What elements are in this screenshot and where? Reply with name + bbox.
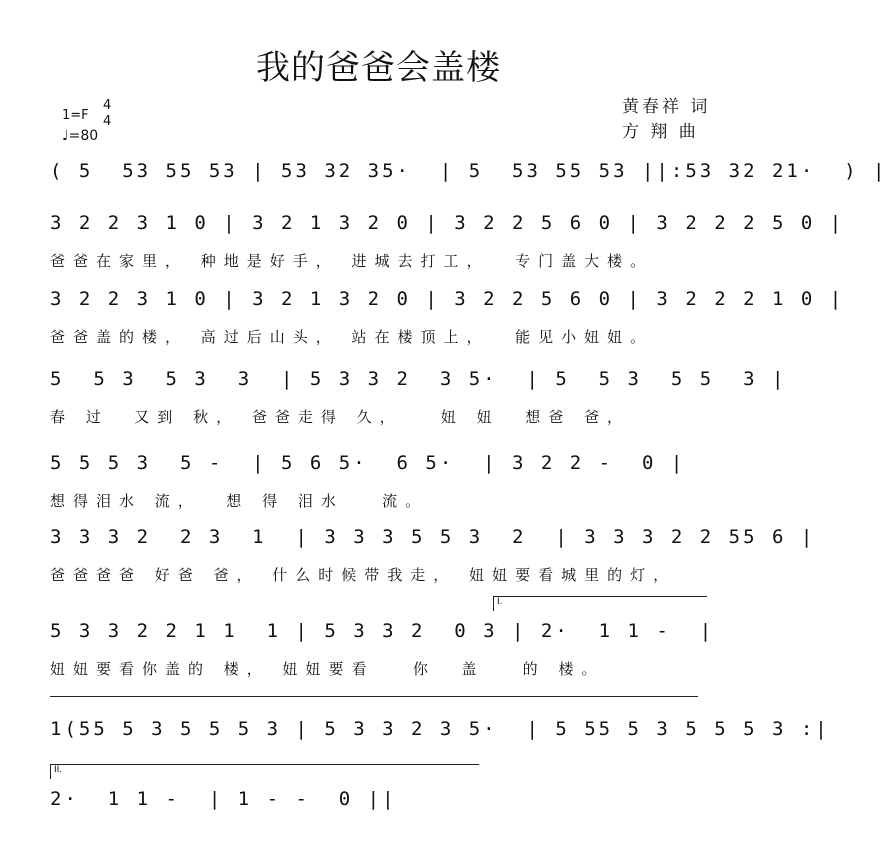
volta-line (50, 696, 698, 697)
lyric-line: 爸爸盖的楼， 高过后山头， 站在楼顶上， 能见小妞妞。 (50, 328, 654, 346)
notation-line: 3 2 2 3 1 0 | 3 2 1 3 2 0 | 3 2 2 5 6 0 | 3 2 2 2 1 0 | (50, 288, 845, 310)
lyric-line: 春 过 又到 秋， 爸爸走得 久， 妞 妞 想爸 爸， (50, 408, 630, 426)
volta-bracket-2: II. (50, 764, 479, 779)
notation-line: 1(55 5 3 5 5 5 3 | 5 3 3 2 3 5· | 5 55 5 3 5 5 5 3 :| (50, 718, 830, 740)
volta-bracket-1: I. (493, 596, 707, 611)
lyric-line: 爸爸在家里， 种地是好手， 进城去打工， 专门盖大楼。 (50, 252, 654, 270)
song-title: 我的爸爸会盖楼 (256, 48, 501, 88)
notation-line: 5 5 3 5 3 3 | 5 3 3 2 3 5· | 5 5 3 5 5 3 | (50, 368, 787, 390)
composer-credit: 方 翔 曲 (622, 122, 699, 142)
notation-line: 5 3 3 2 2 1 1 1 | 5 3 3 2 0 3 | 2· 1 1 - | (50, 620, 715, 642)
tempo-marking: ♩=80 (62, 128, 99, 144)
notation-line: 3 3 3 2 2 3 1 | 3 3 3 5 5 3 2 | 3 3 3 2 2 55 6 | (50, 526, 816, 548)
time-signature-top: 4 (103, 98, 112, 113)
lyric-line: 妞妞要看你盖的 楼， 妞妞要看 你 盖 的 楼。 (50, 660, 605, 678)
notation-line: 5 5 5 3 5 - | 5 6 5· 6 5· | 3 2 2 - 0 | (50, 452, 686, 474)
lyricist-credit: 黄春祥 词 (622, 97, 711, 117)
notation-line: 2· 1 1 - | 1 - - 0 || (50, 788, 397, 810)
lyric-line: 想得泪水 流， 想 得 泪水 流。 (50, 492, 429, 510)
lyric-line: 爸爸爸爸 好爸 爸， 什么时候带我走， 妞妞要看城里的灯， (50, 566, 677, 584)
key-signature: 1=F (62, 108, 89, 123)
notation-line: ( 5 53 55 53 | 53 32 35· | 5 53 55 53 ||:53 32 21· ) | (50, 160, 887, 182)
notation-line: 3 2 2 3 1 0 | 3 2 1 3 2 0 | 3 2 2 5 6 0 | 3 2 2 2 5 0 | (50, 212, 845, 234)
time-signature-bottom: 4 (103, 114, 112, 129)
